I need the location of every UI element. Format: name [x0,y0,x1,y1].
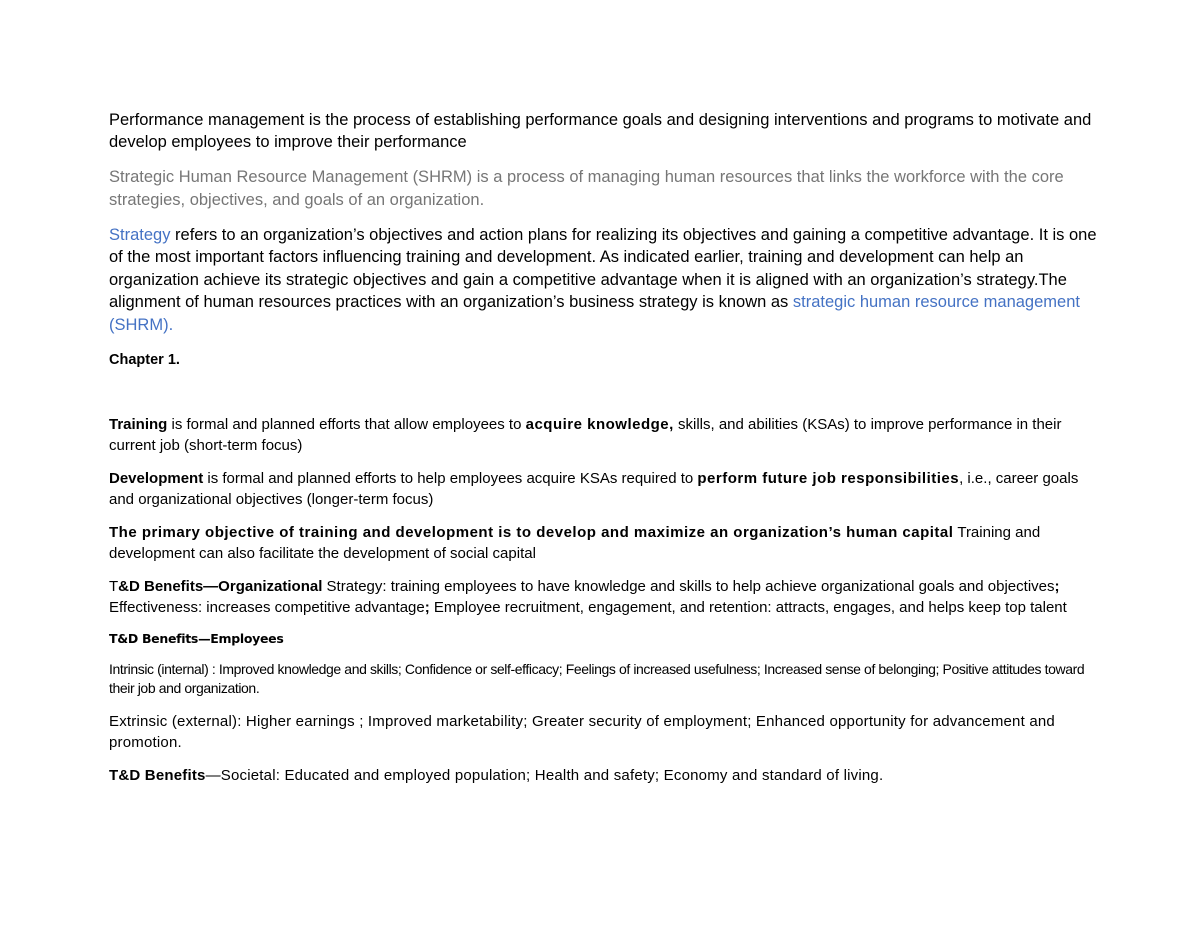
intrinsic-benefits-paragraph: Intrinsic (internal) : Improved knowledge and skills; Confidence or self-efficacy; Feelings of increased usefulness; Increased sense of belonging; Positive attitudes toward their job and organization. [109,661,1085,697]
shrm-link[interactable]: strategic human resource management (SHRM) [109,293,1080,334]
primary-objective-bold: The primary objective of training and development is to develop and maximize an organization’s human capital [109,524,954,542]
organizational-benefits-paragraph [109,576,1099,618]
training-text-1: is formal and planned efforts that allow employees to [167,416,526,434]
development-term: Development [109,470,204,488]
societal-benefits-text: —Societal: Educated and employed population; Health and safety; Economy and standard of living. [205,767,884,785]
org-benefits-separator-2: ; [424,599,430,617]
primary-objective-paragraph [109,522,1099,564]
org-benefits-separator-1: ; [1054,578,1060,596]
development-paragraph [109,468,1099,510]
strategy-text: refers to an organization’s objectives and action plans for realizing its objectives and gaining a competitive advantage. It is one of the most important factors influencing training and development. As indicated earlier, training and development can help an organization achieve its strategic objectives and gain a competitive advantage when it is aligned with an organization’s strategy.The alignment of human resources practices with an organization’s business strategy is known as [109,226,1097,312]
development-text-1: is formal and planned efforts to help employees acquire KSAs required to [203,470,698,488]
strategy-link[interactable]: Strategy [109,226,171,244]
org-benefits-heading: &D Benefits—Organizational [118,578,323,596]
org-benefits-effectiveness: Effectiveness: increases competitive advantage [109,599,425,617]
development-bold-phrase: perform future job responsibilities [697,470,960,488]
primary-objective-text: Training and development can also facilitate the development of social capital [109,524,1041,563]
training-paragraph [109,414,1099,456]
employee-benefits-heading: T&D Benefits—Employees [109,631,284,647]
document-page [109,109,1099,786]
training-bold-phrase: acquire knowledge, [525,416,674,434]
training-text-2: skills, and abilities (KSAs) to improve performance in their current job (short-term focus) [109,416,1062,455]
extrinsic-benefits-paragraph: Extrinsic (external): Higher earnings ; Improved marketability; Greater security of employment; Enhanced opportunity for advancement and promotion. [109,713,1055,752]
societal-benefits-paragraph [109,765,1099,786]
performance-management-paragraph: Performance management is the process of establishing performance goals and designing interventions and programs to motivate and develop employees to improve their performance [109,111,1092,151]
chapter-heading: Chapter 1. [109,352,180,369]
strategy-paragraph [109,224,1099,336]
shrm-definition-paragraph: Strategic Human Resource Management (SHRM) is a process of managing human resources that links the workforce with the core strategies, objectives, and goals of an organization. [109,168,1064,209]
strategy-paragraph-end: . [168,315,174,334]
org-benefits-strategy: Strategy: training employees to have knowledge and skills to help achieve organizational goals and objectives [322,578,1055,596]
societal-benefits-heading: T&D Benefits [109,767,206,785]
org-benefits-prefix: T [109,578,119,596]
training-term: Training [109,416,168,434]
development-text-2: , i.e., career goals and organizational objectives (longer-term focus) [109,470,1079,509]
org-benefits-recruitment: Employee recruitment, engagement, and retention: attracts, engages, and helps keep top talent [429,599,1067,617]
